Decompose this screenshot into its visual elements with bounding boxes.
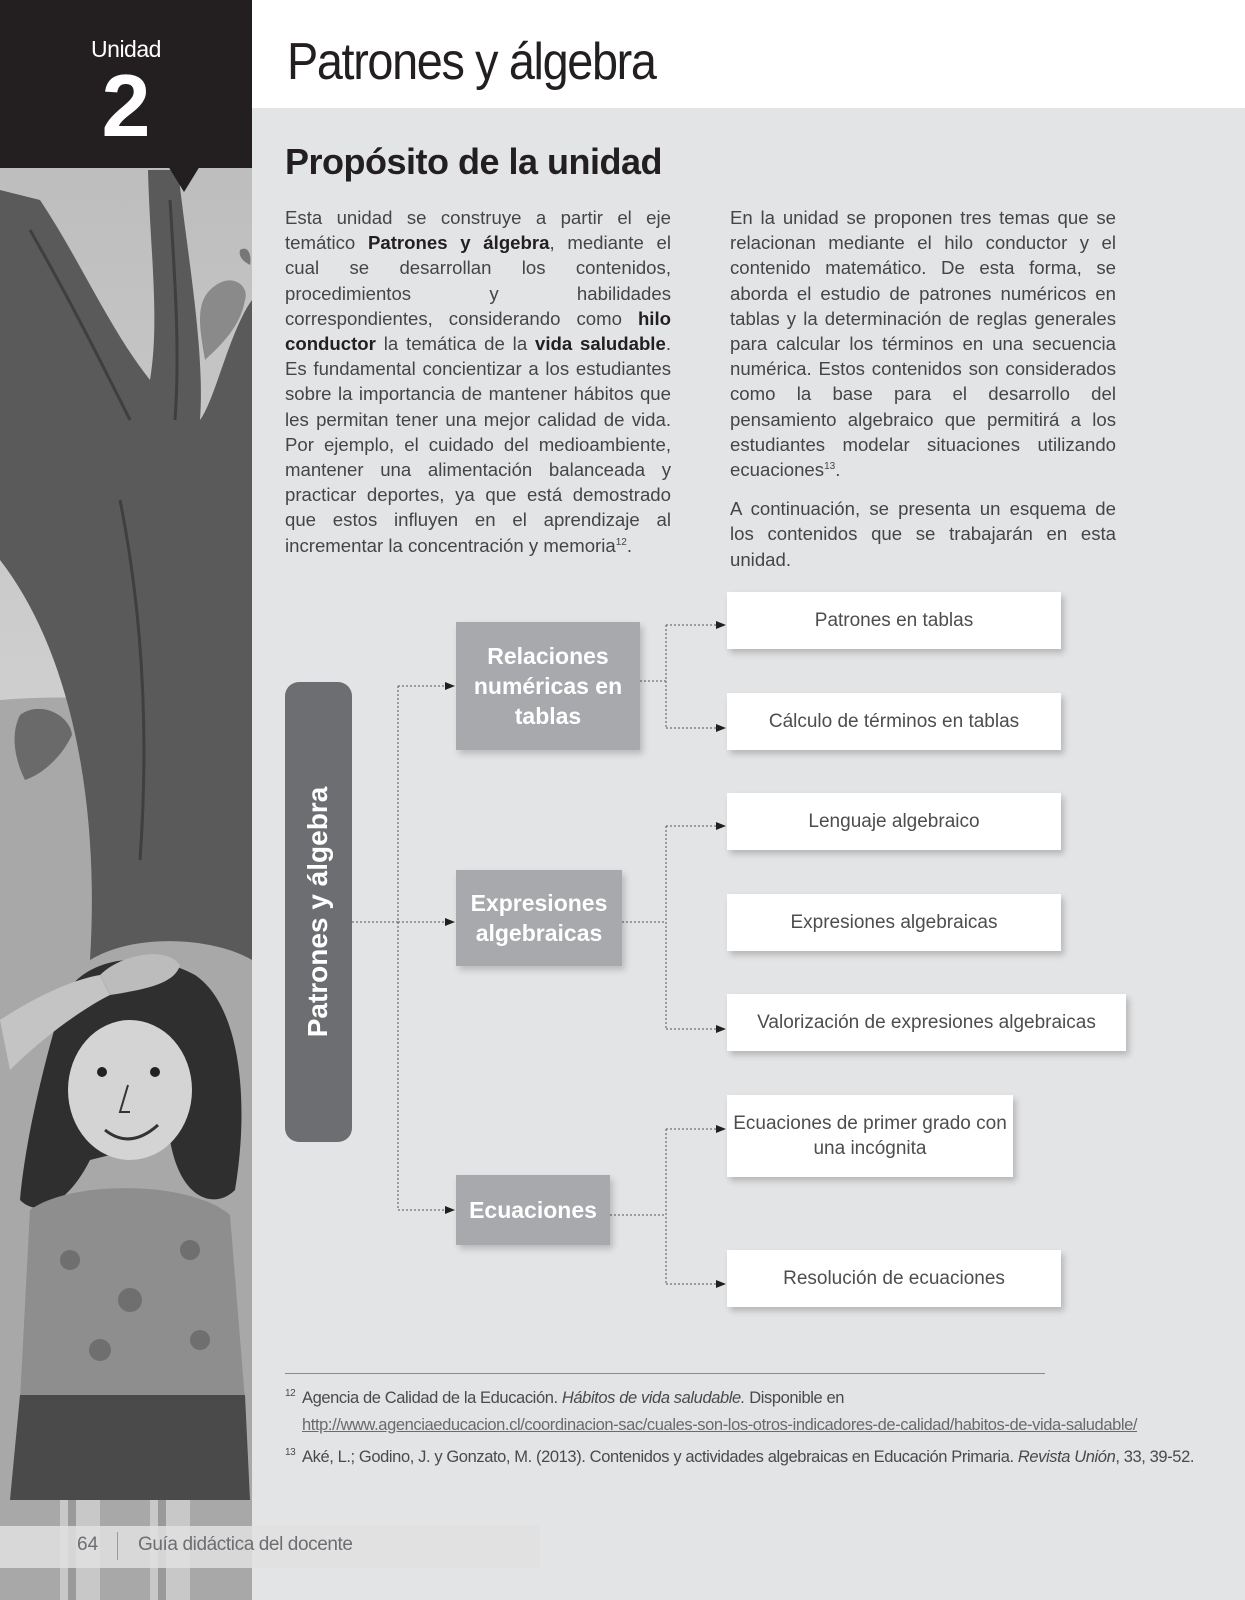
footnote-ref-12[interactable]: 12 — [615, 536, 627, 548]
purpose-paragraph-3: A continuación, se presenta un esquema de los contenidos que se trabajarán en esta unidad. — [730, 498, 1116, 570]
unit-label: Unidad — [91, 36, 161, 62]
leaf-node-ecuaciones-primer-grado: Ecuaciones de primer grado con una incógnita — [727, 1095, 1013, 1177]
leaf-node-resolucion-ecuaciones: Resolución de ecuaciones — [727, 1250, 1061, 1307]
footnote-text: Disponible en — [745, 1389, 844, 1407]
text-run: . Es fundamental concientizar a los estudiantes sobre la importancia de mantener hábitos que les permitan tener una mejor calidad de vida. Por ejemplo, el cuidado del medioambiente, mantener una alimentación balanceada y practicar deportes, ya que está demostrado que estos influyen en el aprendizaje al incrementar la concentración y memoria — [285, 333, 671, 556]
footer-separator — [117, 1532, 118, 1560]
leaf-node-patrones-en-tablas: Patrones en tablas — [727, 592, 1061, 649]
leaf-node-calculo-terminos: Cálculo de términos en tablas — [727, 693, 1061, 750]
text-run: . — [626, 534, 632, 556]
footnote-13: 13 Aké, L.; Godino, J. y Gonzato, M. (2013). Contenidos y actividades algebraicas en Educación Primaria. Revista Unión, 33, 39-52. — [285, 1447, 1195, 1466]
footnote-text: Aké, L.; Godino, J. y Gonzato, M. (2013). Contenidos y actividades algebraicas en Educación Primaria. — [302, 1448, 1018, 1466]
leaf-node-lenguaje-algebraico: Lenguaje algebraico — [727, 793, 1061, 850]
section-title: Propósito de la unidad — [285, 141, 663, 182]
bold-term-hilo: hilo conductor — [285, 307, 671, 355]
leaf-node-expresiones-algebraicas: Expresiones algebraicas — [727, 894, 1061, 951]
footnote-journal: Revista Unión — [1017, 1448, 1116, 1466]
topic-node-expresiones: Expresiones algebraicas — [456, 870, 622, 966]
unit-number: 2 — [101, 56, 151, 155]
text-run: la temática de la — [375, 333, 535, 355]
topic-node-relaciones: Relaciones numéricas en tablas — [456, 622, 640, 750]
footer-title: Guía didáctica del docente — [138, 1534, 353, 1555]
root-node-label: Patrones y álgebra — [302, 786, 333, 1038]
text-run: Esta unidad se construye a partir el eje temático — [285, 207, 671, 254]
leaf-node-valorizacion: Valorización de expresiones algebraicas — [727, 994, 1126, 1051]
footnote-text: Agencia de Calidad de la Educación. — [302, 1389, 562, 1407]
footnote-link[interactable]: http://www.agenciaeducacion.cl/coordinacion-sac/cuales-son-los-otros-indicadores-de-calidad/habitos-de-vida-saludable/ — [302, 1416, 1138, 1434]
footnote-text: , 33, 39-52. — [1115, 1448, 1195, 1466]
bold-term-patrones: Patrones y álgebra — [367, 232, 550, 254]
footnote-divider — [285, 1373, 1045, 1374]
text-run: , mediante el cual se desarrollan los contenidos, procedimientos y habilidades correspondientes, considerando como — [285, 232, 671, 329]
page-title: Patrones y álgebra — [287, 33, 656, 91]
bold-term-vida: vida saludable — [535, 333, 666, 355]
text-run: . — [835, 459, 841, 481]
footnote-12: 12 Agencia de Calidad de la Educación. Hábitos de vida saludable. Disponible en http://www.agenciaeducacion.cl/coordinacion-sac/cuales-son-los-otros-indicadores-de-calidad/habitos-de-vida-saludable/ — [285, 1385, 1137, 1439]
footnote-title: Hábitos de vida saludable. — [561, 1389, 746, 1407]
footnote-ref-13[interactable]: 13 — [824, 461, 836, 473]
topic-node-ecuaciones: Ecuaciones — [456, 1175, 610, 1245]
text-run: En la unidad se proponen tres temas que se relacionan mediante el hilo conductor y el contenido matemático. De esta forma, se aborda el estudio de patrones numéricos en tablas y la determinación de reglas generales para calcular los términos en una secuencia numérica. Estos contenidos son considerados como la base para el desarrollo del pensamiento algebraico que permitirá a los estudiantes modelar situaciones utilizando ecuaciones — [730, 207, 1116, 481]
page-number: 64 — [77, 1534, 99, 1555]
